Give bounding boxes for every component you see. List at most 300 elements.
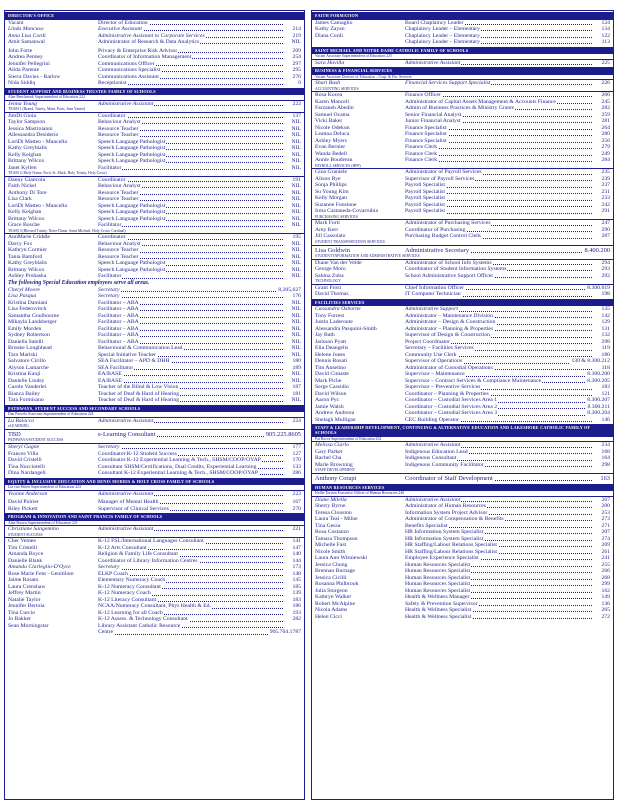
staff-name: Gina Graniele bbox=[315, 169, 348, 176]
staff-extension: 8.300.204 bbox=[587, 410, 610, 417]
staff-title-text: Administrative Assistant bbox=[98, 526, 154, 533]
staff-title-text: Religion & Family Life Consultant bbox=[98, 551, 178, 558]
staff-extension: 259 bbox=[601, 111, 610, 118]
section-heading-faith-formation: FAITH FORMATION bbox=[312, 12, 613, 20]
staff-name: John Forte bbox=[8, 47, 33, 54]
staff-name: Anthony Di Tore bbox=[8, 189, 47, 196]
staff-name: Kathy Greybialis bbox=[8, 260, 48, 267]
staff-title-text: Administrative Assistant bbox=[98, 100, 154, 107]
staff-extension: 133 bbox=[292, 463, 301, 470]
staff-title-text: Human Resources Specialist bbox=[405, 574, 471, 581]
staff-name: Robert McAlpine bbox=[315, 600, 355, 607]
staff-name: Jamie Walsh bbox=[315, 403, 344, 410]
staff-title-text: Secretary bbox=[98, 444, 120, 451]
staff-name: LoriDi Matteo - Mancella bbox=[8, 138, 67, 145]
section-subheading-hr: Hollie Torsten Executive Officer of Human Resources 246 bbox=[312, 491, 613, 497]
section-subheading-pathways: Dan Parvelo Associate Superintendent of Education 224 bbox=[5, 412, 304, 418]
staff-extension: 142 bbox=[601, 312, 610, 319]
staff-extension: 8.400.200 bbox=[584, 246, 610, 254]
staff-extension: 253 bbox=[601, 509, 610, 516]
staff-title-text: Project Coordinator bbox=[405, 338, 451, 345]
staff-name: Tina Gessa bbox=[315, 522, 341, 529]
staff-extension: 255 bbox=[601, 561, 610, 568]
staff-extension: 176 bbox=[292, 293, 301, 300]
staff-extension: NIL bbox=[291, 189, 301, 196]
staff-name: Riley Pickett bbox=[8, 505, 38, 512]
staff-title bbox=[405, 157, 592, 164]
staff-title-text: K-12 Arts Consultant bbox=[98, 544, 147, 551]
staff-name: Karen Mancell bbox=[315, 98, 349, 105]
staff-title-text: Teacher of Deaf & Hard of Hearing bbox=[98, 390, 180, 397]
staff-title-text: Payroll Specialist bbox=[405, 208, 445, 215]
staff-title-text: Resource Teacher bbox=[98, 125, 139, 132]
staff-extension: 181 bbox=[292, 390, 301, 397]
staff-extension: 209 bbox=[292, 47, 301, 54]
staff-extension: 8.300.200 bbox=[587, 371, 610, 378]
staff-extension: NIL bbox=[291, 273, 301, 280]
staff-name: Tim Cristelli bbox=[8, 544, 38, 551]
staff-name: David Thomas bbox=[315, 291, 349, 298]
staff-name: Nicola Adams bbox=[315, 607, 348, 614]
staff-title-text: Facilitator – ABA bbox=[98, 325, 139, 332]
staff-extension: 134 bbox=[601, 26, 610, 32]
staff-title-text: Resource Teacher bbox=[98, 196, 139, 203]
staff-extension: 261 bbox=[601, 548, 610, 555]
staff-name: Gary Parker bbox=[315, 448, 343, 455]
staff-extension: 290 bbox=[601, 226, 610, 233]
section-heading-facilities: FACILITIES SERVICES bbox=[312, 299, 613, 307]
staff-name: Diana Cordi bbox=[315, 32, 343, 39]
staff-name: Kristina Kanji bbox=[8, 371, 41, 378]
staff-extension: 280 bbox=[601, 131, 610, 138]
staff-extension: 265 bbox=[601, 607, 610, 614]
directory-row bbox=[312, 208, 613, 215]
directory-row bbox=[5, 491, 304, 498]
staff-title-text: Finance Clerk bbox=[405, 150, 438, 157]
staff-title-text: Library Assistant Catholic Resource bbox=[98, 622, 181, 629]
staff-title-text: Behaviour Analyst bbox=[98, 240, 141, 247]
staff-name: Jill Cassolato bbox=[315, 233, 346, 240]
staff-title-text: K-12 Numeracy Consultant bbox=[98, 583, 161, 590]
staff-name: Kristina Damiani bbox=[8, 299, 48, 306]
staff-title-text: Facilitator bbox=[98, 164, 122, 171]
section-subheading-elearning: eLEARNING bbox=[5, 424, 304, 430]
staff-extension: 207 bbox=[601, 529, 610, 536]
staff-name: Michelle Fast bbox=[315, 542, 347, 549]
staff-name: Natalie Taylor bbox=[8, 596, 41, 603]
staff-title-text: Indigenous Education Lead bbox=[405, 448, 468, 455]
staff-extension: NIL bbox=[291, 39, 301, 45]
staff-extension: 241 bbox=[601, 555, 610, 562]
staff-extension: 234 bbox=[601, 442, 610, 449]
staff-title-text: Resource Teacher bbox=[98, 247, 139, 254]
staff-extension: NIL bbox=[291, 132, 301, 139]
staff-extension: NIL bbox=[291, 338, 301, 345]
section-subheading-accounting: ACCOUNTING SERVICES bbox=[312, 87, 613, 93]
staff-title bbox=[98, 526, 283, 533]
staff-name: Melissa Ciarlo bbox=[315, 442, 349, 449]
staff-extension: NIL bbox=[291, 222, 301, 229]
staff-name: Tara Mariski bbox=[8, 351, 38, 358]
section-subheading-payroll: PAYROLL SERVICES (HPF) bbox=[312, 164, 613, 170]
staff-title-text: Secretary – Facilities Services bbox=[405, 345, 474, 352]
section-subheading-saint-michael: Vacant Associate Superintendent of Education 225 bbox=[312, 54, 613, 60]
staff-extension: 233 bbox=[601, 195, 610, 202]
staff-title-text: Executive Assistant bbox=[98, 26, 142, 32]
staff-title-text: Administrator of Purchasing Services bbox=[405, 220, 491, 227]
staff-name: Serge Cassidio bbox=[315, 384, 349, 391]
staff-title-text: School Administrative Support Officer bbox=[405, 272, 494, 279]
staff-name: Alida Parente bbox=[8, 67, 40, 73]
staff-extension: 132 bbox=[601, 332, 610, 339]
staff-title-text: EA/BASE bbox=[98, 377, 122, 384]
staff-extension: NIL bbox=[291, 138, 301, 145]
staff-extension: 180 bbox=[601, 351, 610, 358]
staff-name: Helen Cicci bbox=[315, 613, 343, 620]
staff-name: David Poirier bbox=[8, 499, 39, 506]
staff-name: Vacant bbox=[8, 19, 24, 26]
staff-name: Tara Formisano bbox=[8, 397, 44, 404]
staff-title-text: Supervisor – Contract Services & Compliance Maintenance bbox=[405, 377, 542, 384]
section-subheading-purchasing: PURCHASING SERVICES bbox=[312, 215, 613, 221]
staff-title-text: Coordinator – Custodial Services Area 2 bbox=[405, 403, 498, 410]
staff-title-text: Indigenous Consultant bbox=[405, 455, 457, 462]
directory-row bbox=[312, 39, 613, 46]
staff-name: Irma Castaneda-Covarrubia bbox=[315, 208, 379, 215]
staff-extension: 245 bbox=[601, 98, 610, 105]
staff-title-text: CEC Building Operator bbox=[405, 416, 460, 423]
staff-extension: NIL bbox=[291, 125, 301, 132]
staff-title bbox=[405, 208, 592, 215]
staff-extension: 146 bbox=[601, 416, 610, 423]
staff-title-text: Facilitator – ABA bbox=[98, 319, 139, 326]
staff-extension: 168 bbox=[601, 448, 610, 455]
staff-title-text: Coordinator bbox=[98, 112, 126, 119]
section-subheading-team2: TEAM 2 (Holy Name, Ford, St. Mark, Holy Trinity, Holy Cross) bbox=[5, 171, 304, 177]
staff-title-text: Payroll Specialist bbox=[405, 188, 445, 195]
directory-row bbox=[312, 417, 613, 424]
staff-extension: 231 bbox=[601, 188, 610, 195]
staff-name: Carole Vanderlei bbox=[8, 384, 47, 391]
staff-extension: 149 bbox=[601, 594, 610, 601]
staff-title-text: NCAA/Numeracy Consultant, Phys Health & Ed. bbox=[98, 603, 211, 610]
staff-name: Diane Van der Velde bbox=[315, 259, 362, 266]
staff-title-text: Supervisor of Payroll Services bbox=[405, 175, 475, 182]
staff-extension: 276 bbox=[292, 73, 301, 80]
staff-title-text: Communications Officer bbox=[98, 60, 155, 67]
staff-name: Salvatore Cirillo bbox=[8, 358, 46, 365]
staff-extension: NIL bbox=[291, 164, 301, 171]
staff-title-text: Resource Teacher bbox=[98, 189, 139, 196]
staff-title-text: Coordinator bbox=[98, 234, 126, 241]
staff-title-text: Administrator of Compensation & Benefits bbox=[405, 516, 504, 523]
staff-name: Danielle Blank bbox=[8, 557, 43, 564]
staff-name: Jo Bakker bbox=[8, 616, 31, 623]
staff-name: Brooke Loughhead bbox=[8, 345, 52, 352]
staff-title bbox=[98, 506, 283, 513]
staff-title-text: HR Information System Specialist bbox=[405, 529, 484, 536]
staff-name: Mikayla Landsberger bbox=[8, 319, 57, 326]
staff-title-text: Employee Experience Specialist bbox=[405, 555, 479, 562]
staff-name: TBD bbox=[8, 430, 21, 438]
staff-title-text: Coordinator of Student Information Systems bbox=[405, 266, 507, 273]
staff-name: James Camaglio bbox=[315, 19, 353, 26]
staff-name: Yvonne Anderson bbox=[8, 490, 48, 497]
directory-row bbox=[5, 418, 304, 425]
staff-extension: 8.300.211 bbox=[587, 403, 610, 410]
staff-name: Anna Lisa Cordi bbox=[8, 32, 46, 39]
staff-extension: 198 bbox=[601, 291, 610, 298]
staff-title-text: K-12 FSL/International Languages Consultant bbox=[98, 538, 204, 545]
staff-title-text: Resource Teacher bbox=[98, 132, 139, 139]
staff-title-text: ELKP Coach bbox=[98, 570, 128, 577]
staff-title-text: Coordinator of Library Information Centres bbox=[98, 557, 198, 564]
staff-title bbox=[98, 39, 283, 46]
staff-title-text: Administrative Assistant bbox=[405, 496, 461, 503]
directory-row bbox=[5, 629, 304, 636]
staff-extension: 162 bbox=[601, 587, 610, 594]
staff-title-text: Facilitator – ABA bbox=[98, 299, 139, 306]
staff-title bbox=[405, 475, 592, 483]
section-heading-program: PROGRAM & INNOVATION AND SAINT FRANCIS FAMILY OF SCHOOLS bbox=[5, 513, 304, 521]
staff-title-text: Coordinator – Custodial Services Area 3 bbox=[405, 410, 498, 417]
staff-name: Janet Kyllen bbox=[8, 164, 37, 171]
staff-extension: 271 bbox=[601, 522, 610, 529]
staff-title-text: Finance Officer bbox=[405, 92, 441, 99]
staff-name: Amy Kerr bbox=[315, 226, 339, 233]
staff-extension: 8.300.619 bbox=[587, 284, 610, 291]
staff-title bbox=[98, 418, 283, 425]
staff-title-text: Finance Specialist bbox=[405, 131, 447, 138]
staff-title-text: Centre bbox=[98, 629, 114, 636]
staff-name: Kelly Keighan bbox=[8, 209, 42, 216]
staff-title-text: Information System Project Advisor bbox=[405, 509, 488, 516]
staff-title bbox=[98, 101, 283, 108]
directory-row bbox=[312, 246, 613, 255]
staff-extension: NIL bbox=[291, 312, 301, 319]
staff-name: Tania Bamford bbox=[8, 253, 43, 260]
staff-extension: 264 bbox=[601, 124, 610, 131]
staff-extension: 173 bbox=[292, 564, 301, 571]
staff-extension: 239 bbox=[601, 175, 610, 182]
staff-name: Lu Baiocco bbox=[8, 417, 35, 424]
section-heading-saint-michael: SAINT MICHAEL AND NOTRE DAME CATHOLIC FAMILY OF SCHOOLS bbox=[312, 47, 613, 55]
staff-name: Shelagh Mulligan bbox=[315, 416, 356, 423]
staff-name: Mark Piche bbox=[315, 377, 342, 384]
staff-name: Jessica Chung bbox=[315, 561, 348, 568]
section-note: The following Special Education employees serve all areas. bbox=[8, 279, 150, 286]
staff-title-text: Senior Financial Analyst bbox=[405, 111, 462, 118]
staff-name: Samantha Goulbourne bbox=[8, 312, 60, 319]
staff-name: Frances Villa bbox=[8, 450, 39, 457]
staff-extension: 254 bbox=[292, 54, 301, 60]
staff-extension: NIL bbox=[291, 247, 301, 254]
staff-name: Nicole Odekon bbox=[315, 124, 350, 131]
staff-name: Tony Forrest bbox=[315, 312, 345, 319]
staff-name: Vicki Baker bbox=[315, 118, 343, 125]
staff-extension: 119 bbox=[601, 345, 610, 352]
staff-extension: 164 bbox=[601, 455, 610, 462]
staff-title-text: Administrative Assistant bbox=[405, 442, 461, 449]
directory-row bbox=[5, 222, 304, 229]
staff-title-text: Facilitator – ABA bbox=[98, 338, 139, 345]
staff-name: Suzanne Funstone bbox=[315, 201, 357, 208]
staff-extension: 905.704.1787 bbox=[269, 629, 301, 636]
staff-name: Diane Milella bbox=[315, 496, 347, 503]
staff-extension: 183 bbox=[292, 596, 301, 603]
staff-name: Alison Rye bbox=[315, 175, 341, 182]
staff-name: Jessica Mastroianni bbox=[8, 125, 53, 132]
staff-extension: 177 bbox=[292, 444, 301, 451]
staff-extension: 284 bbox=[601, 157, 610, 164]
staff-extension: 131 bbox=[601, 325, 610, 332]
staff-title-text: K-12 Literacy Consultant bbox=[98, 596, 157, 603]
staff-name: Justin Laderoute bbox=[315, 319, 353, 326]
staff-extension: NIL bbox=[291, 119, 301, 126]
staff-name: Cher Vemee bbox=[8, 538, 36, 545]
staff-title-text: Speech Language Pathologist bbox=[98, 266, 166, 273]
staff-extension: 127 bbox=[292, 450, 301, 457]
staff-title-text: Administrator of Payroll Services bbox=[405, 169, 482, 176]
staff-extension: 225 bbox=[601, 59, 610, 66]
staff-extension: 293 bbox=[601, 266, 610, 273]
staff-extension: 299 bbox=[601, 581, 610, 588]
staff-name: Amanda Ciarleglio-D'Oyce bbox=[8, 564, 71, 571]
staff-title bbox=[405, 417, 592, 424]
staff-extension: 235 bbox=[601, 169, 610, 176]
staff-name: Grant Frost bbox=[315, 284, 342, 291]
staff-extension: NIL bbox=[291, 158, 301, 165]
staff-extension: 170 bbox=[292, 457, 301, 464]
staff-name: Sydney Robertson bbox=[8, 332, 50, 339]
staff-title-text: Finance Clerk bbox=[405, 144, 438, 151]
section-subheading-equity: Lia van Patten Superintendent of Education 223 bbox=[5, 485, 304, 491]
staff-name: Kathryn Cormier bbox=[8, 247, 48, 254]
staff-extension: NIL bbox=[291, 209, 301, 216]
staff-title-text: Payroll Specialist bbox=[405, 182, 445, 189]
staff-title bbox=[98, 222, 283, 229]
staff-title-text: Supervisor of Design & Construction bbox=[405, 332, 490, 339]
staff-extension: 8.300.205 bbox=[587, 377, 610, 384]
staff-name: Farzaneh Abedin bbox=[315, 105, 354, 112]
staff-title-text: Administrator – Planning & Properties bbox=[405, 325, 494, 332]
staff-name: Kathryn Walker bbox=[315, 594, 352, 601]
staff-name: Brittany Wilcox bbox=[8, 266, 45, 273]
staff-extension: 242 bbox=[601, 201, 610, 208]
staff-extension: 273 bbox=[601, 516, 610, 523]
staff-extension: 163 bbox=[600, 475, 610, 483]
staff-extension: NIL bbox=[291, 253, 301, 260]
staff-title bbox=[405, 614, 592, 621]
directory-row bbox=[312, 233, 613, 240]
staff-title-text: Behavioural & Communication Lead bbox=[98, 345, 183, 352]
staff-name: Wanda Bedell bbox=[315, 150, 347, 157]
staff-extension: 136 bbox=[601, 600, 610, 607]
staff-extension: 249 bbox=[601, 150, 610, 157]
staff-title-text: Coordinator bbox=[98, 176, 126, 183]
directory-row bbox=[312, 60, 613, 67]
staff-extension: 183 bbox=[601, 384, 610, 391]
staff-name: Danny Giancola bbox=[8, 176, 46, 183]
staff-title-text: Communications Assistant bbox=[98, 73, 159, 80]
staff-name: Darcy Fox bbox=[8, 240, 33, 247]
section-subheading-team1: TEAM 1 (Brand, Trinity, Main, Paris, Jean Vanier) bbox=[5, 107, 304, 113]
staff-extension: 267 bbox=[601, 496, 610, 503]
staff-name: Kelly Keighan bbox=[8, 151, 42, 158]
staff-title-text: Board Chaplaincy Leader bbox=[405, 19, 464, 26]
staff-extension: 141 bbox=[292, 538, 301, 545]
staff-name: Jeffrey Martin bbox=[8, 590, 41, 597]
staff-title bbox=[405, 60, 592, 67]
section-heading-equity: EQUITY & INCLUSIVE EDUCATION AND DENIS MORRIS & HOLY CROSS FAMILY OF SCHOOLS bbox=[5, 478, 304, 486]
staff-extension: 297 bbox=[292, 60, 301, 67]
staff-title-text: Teacher of the Blind & Low Vision bbox=[98, 384, 179, 391]
staff-extension: 281 bbox=[601, 118, 610, 125]
staff-extension: 274 bbox=[601, 535, 610, 542]
staff-name: Leanna Deluca bbox=[315, 131, 350, 138]
staff-name: Cheryl Moore bbox=[8, 286, 40, 293]
section-subheading-sis: STUDENT INFORMATION AND ADMINISTRATIVE SERVICES bbox=[312, 254, 613, 260]
directory-row bbox=[5, 273, 304, 280]
staff-name: Su Young Kim bbox=[315, 188, 349, 195]
staff-extension: 195 bbox=[292, 234, 301, 241]
staff-title-text: Administrator of Capital Assets Management & Accounts Finance bbox=[405, 98, 556, 105]
staff-title-text: Chaplaincy Leader – Elementary bbox=[405, 32, 481, 39]
staff-name: Linda Mancuso bbox=[8, 26, 44, 32]
staff-title-text: Supervisor – Maintenance bbox=[405, 371, 465, 378]
staff-title-text: Secretary bbox=[98, 286, 120, 293]
staff-extension: 186 bbox=[292, 603, 301, 610]
staff-title-text: Secretary bbox=[98, 293, 120, 300]
staff-title-text: Administrative Assistant bbox=[98, 417, 154, 424]
staff-extension: 140 bbox=[292, 551, 301, 558]
staff-extension: NIL bbox=[291, 397, 301, 404]
staff-name: Rosanna Philbrook bbox=[315, 581, 359, 588]
staff-extension: 180 bbox=[292, 358, 301, 365]
staff-title bbox=[98, 165, 283, 172]
staff-title-text: e-Learning Consultant bbox=[98, 430, 156, 438]
staff-name: Kathy Zayan bbox=[315, 26, 345, 32]
staff-extension: 282 bbox=[601, 105, 610, 112]
staff-extension: NIL bbox=[291, 332, 301, 339]
staff-name: Rosa Costanzo bbox=[315, 529, 349, 536]
staff-title-text: Administrative Support bbox=[405, 306, 458, 313]
staff-extension: 118 bbox=[601, 364, 610, 371]
staff-title-text: Consultant K-12 Experiential Learning & Tech., SHSM/COOP/OYAP bbox=[98, 470, 258, 477]
staff-name: Jaime Rosato bbox=[8, 577, 39, 584]
staff-name: Andrea Penney bbox=[8, 54, 43, 60]
staff-extension: 272 bbox=[601, 613, 610, 620]
staff-title-text: Administrative Secretary bbox=[405, 246, 470, 254]
staff-title-text: SEA Facilitator – APD & DHH bbox=[98, 358, 170, 365]
staff-name: George Moro bbox=[315, 266, 346, 273]
section-subheading-technology: TECHNOLOGY bbox=[312, 279, 613, 285]
staff-title-text: Supervisor of Operations bbox=[405, 358, 463, 365]
staff-extension: NIL bbox=[291, 319, 301, 326]
staff-extension: 237 bbox=[601, 182, 610, 189]
staff-extension: 191 bbox=[292, 176, 301, 183]
staff-extension: 224 bbox=[292, 417, 301, 424]
staff-title-text: Facilitator – ABA bbox=[98, 332, 139, 339]
staff-title-text: Chaplaincy Leader – Elementary bbox=[405, 39, 481, 45]
staff-name: Tina Curcio bbox=[8, 609, 36, 616]
staff-extension: NIL bbox=[291, 202, 301, 209]
staff-extension: 292 bbox=[601, 272, 610, 279]
section-subheading-team3: TEAM 3 (Blessed Trinity, Notre Dame, Saint Michael, Holy Cross, Cardinal) bbox=[5, 229, 304, 235]
staff-title-text: Behaviour Analyst bbox=[98, 183, 141, 190]
staff-name: JimDi Gioia bbox=[8, 112, 36, 119]
staff-title-text: Secretary bbox=[98, 564, 120, 571]
